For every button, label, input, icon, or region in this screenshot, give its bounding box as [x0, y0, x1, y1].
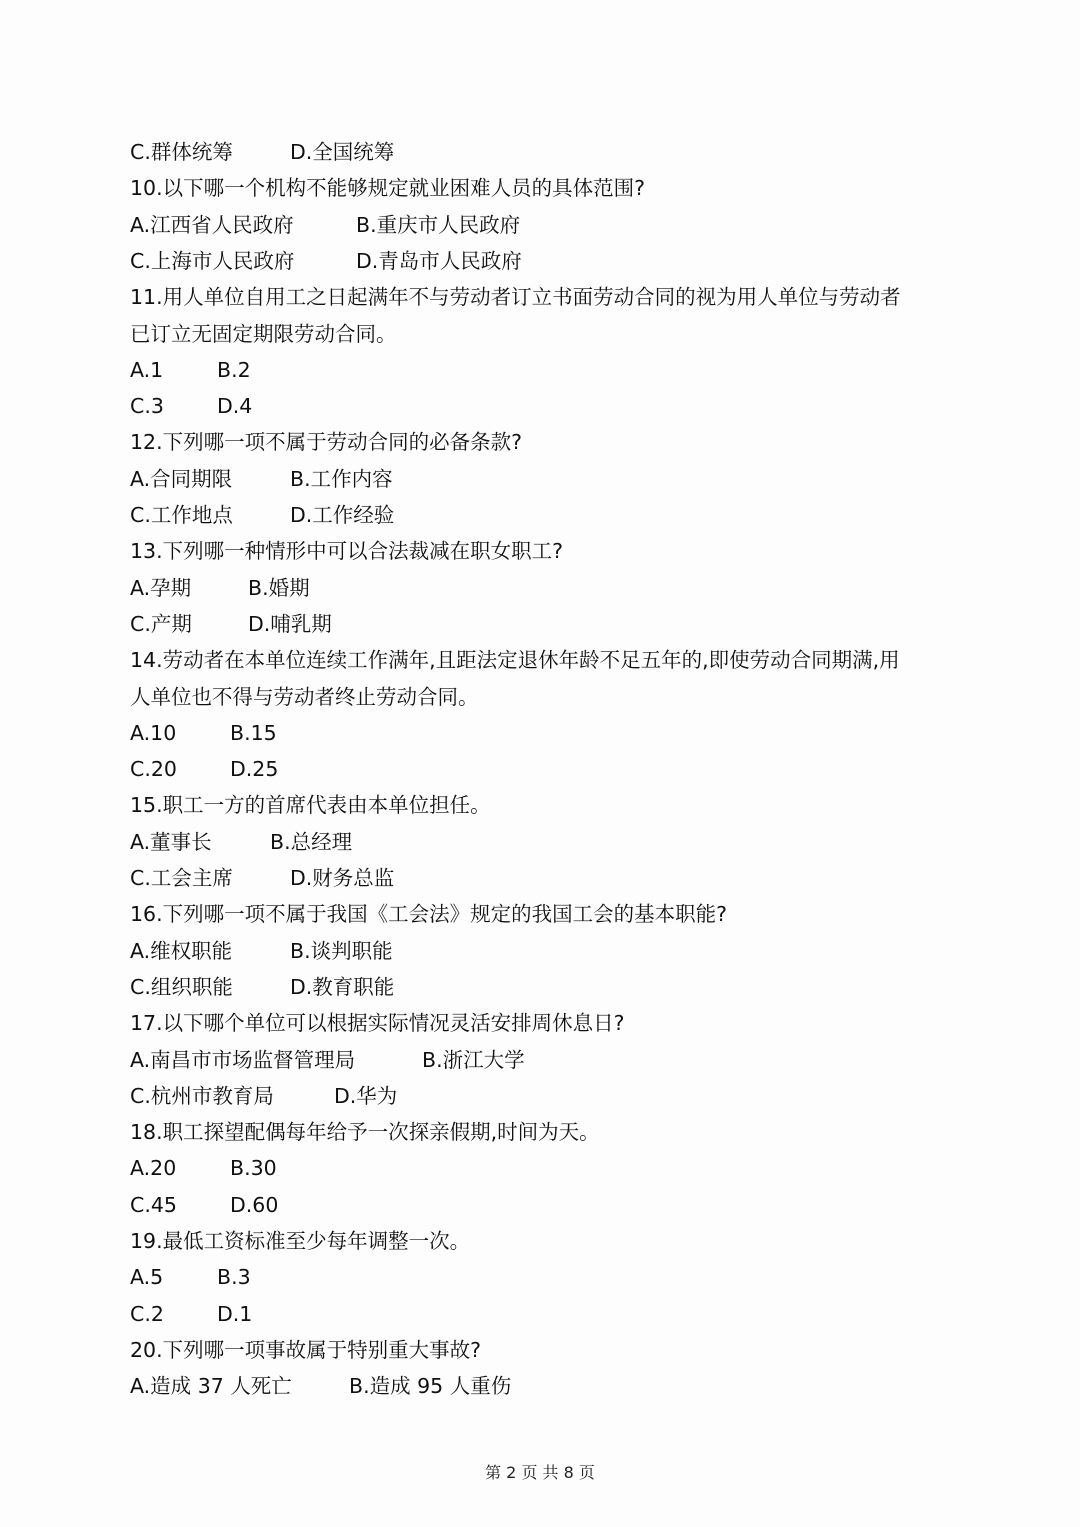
option-b: D.25 [230, 757, 279, 782]
options-row [130, 1047, 525, 1073]
option-a: C.45 [130, 1192, 177, 1217]
options-row [130, 248, 522, 274]
option-b: B.3 [217, 1265, 251, 1290]
question-text: 18.职工探望配偶每年给予一次探亲假期,时间为天。 [130, 1120, 600, 1145]
options-row [130, 393, 253, 419]
option-b: D.华为 [334, 1083, 398, 1108]
options-row [130, 1155, 277, 1181]
option-a: A.合同期限 [130, 466, 233, 491]
question-text: 人单位也不得与劳动者终止劳动合同。 [130, 684, 479, 709]
options-row [130, 1373, 512, 1399]
option-a: C.3 [130, 394, 164, 419]
page-footer: 第 2 页 共 8 页 [485, 1463, 595, 1482]
options-row [130, 865, 395, 891]
question-text: 16.下列哪一项不属于我国《工会法》规定的我国工会的基本职能? [130, 902, 727, 927]
options-row [130, 1083, 398, 1109]
option-b: B.婚期 [248, 575, 310, 600]
option-b: B.浙江大学 [422, 1047, 525, 1072]
option-a: A.维权职能 [130, 938, 233, 963]
options-row [130, 756, 279, 782]
option-b: B.总经理 [270, 829, 353, 854]
option-a: A.5 [130, 1265, 164, 1290]
options-row [130, 720, 277, 746]
option-b: D.教育职能 [290, 974, 395, 999]
option-a: C.20 [130, 757, 177, 782]
option-a: A.董事长 [130, 829, 212, 854]
option-b: B.谈判职能 [290, 938, 393, 963]
option-a: C.群体统筹 [130, 140, 233, 164]
option-b: D.全国统筹 [290, 140, 395, 164]
question-text: 10.以下哪一个机构不能够规定就业困难人员的具体范围? [130, 176, 645, 201]
option-b: D.工作经验 [290, 503, 395, 527]
options-row [130, 1301, 253, 1327]
option-a: A.20 [130, 1156, 177, 1181]
options-row [130, 502, 395, 528]
question-text: 19.最低工资标准至少每年调整一次。 [130, 1229, 471, 1253]
question-text: 14.劳动者在本单位连续工作满年,且距法定退休年龄不足五年的,即使劳动合同期满,用 [130, 648, 900, 673]
options-row [130, 974, 395, 1000]
option-a: C.工会主席 [130, 866, 233, 890]
option-a: C.杭州市教育局 [130, 1083, 274, 1108]
option-a: A.1 [130, 357, 164, 382]
options-row [130, 466, 393, 492]
option-a: C.工作地点 [130, 503, 233, 527]
option-b: D.财务总监 [290, 866, 395, 890]
option-b: D.60 [230, 1192, 279, 1217]
option-a: A.孕期 [130, 575, 192, 600]
options-row [130, 1264, 251, 1290]
option-b: D.4 [217, 394, 253, 419]
option-a: A.南昌市市场监督管理局 [130, 1047, 356, 1072]
question-text: 11.用人单位自用工之日起满年不与劳动者订立书面劳动合同的视为用人单位与劳动者 [130, 285, 901, 310]
option-a: A.造成 37 人死亡 [130, 1374, 292, 1399]
option-b: B.工作内容 [290, 466, 393, 491]
question-text: 已订立无固定期限劳动合同。 [130, 321, 397, 346]
options-row [130, 829, 353, 855]
options-row [130, 938, 393, 964]
option-b: B.2 [217, 357, 251, 382]
option-b: B.30 [230, 1156, 277, 1181]
options-row [130, 357, 251, 383]
options-row [130, 139, 395, 165]
option-b: B.造成 95 人重伤 [349, 1374, 512, 1399]
options-row [130, 212, 521, 238]
option-a: A.江西省人民政府 [130, 212, 294, 237]
option-a: C.组织职能 [130, 974, 233, 999]
option-a: C.上海市人民政府 [130, 248, 295, 273]
question-text: 17.以下哪个单位可以根据实际情况灵活安排周休息日? [130, 1011, 625, 1036]
option-b: B.重庆市人民政府 [356, 212, 521, 237]
question-text: 15.职工一方的首席代表由本单位担任。 [130, 793, 491, 818]
option-a: A.10 [130, 720, 177, 745]
option-b: D.1 [217, 1301, 253, 1326]
options-row [130, 575, 310, 601]
option-a: C.2 [130, 1301, 164, 1326]
option-b: B.15 [230, 720, 277, 745]
option-b: D.哺乳期 [248, 611, 332, 636]
option-b: D.青岛市人民政府 [356, 248, 522, 273]
question-text: 13.下列哪一种情形中可以合法裁减在职女职工? [130, 539, 563, 564]
options-row [130, 1192, 279, 1218]
question-text: 20.下列哪一项事故属于特别重大事故? [130, 1337, 481, 1362]
option-a: C.产期 [130, 611, 192, 636]
options-row [130, 611, 332, 637]
question-text: 12.下列哪一项不属于劳动合同的必备条款? [130, 430, 522, 455]
